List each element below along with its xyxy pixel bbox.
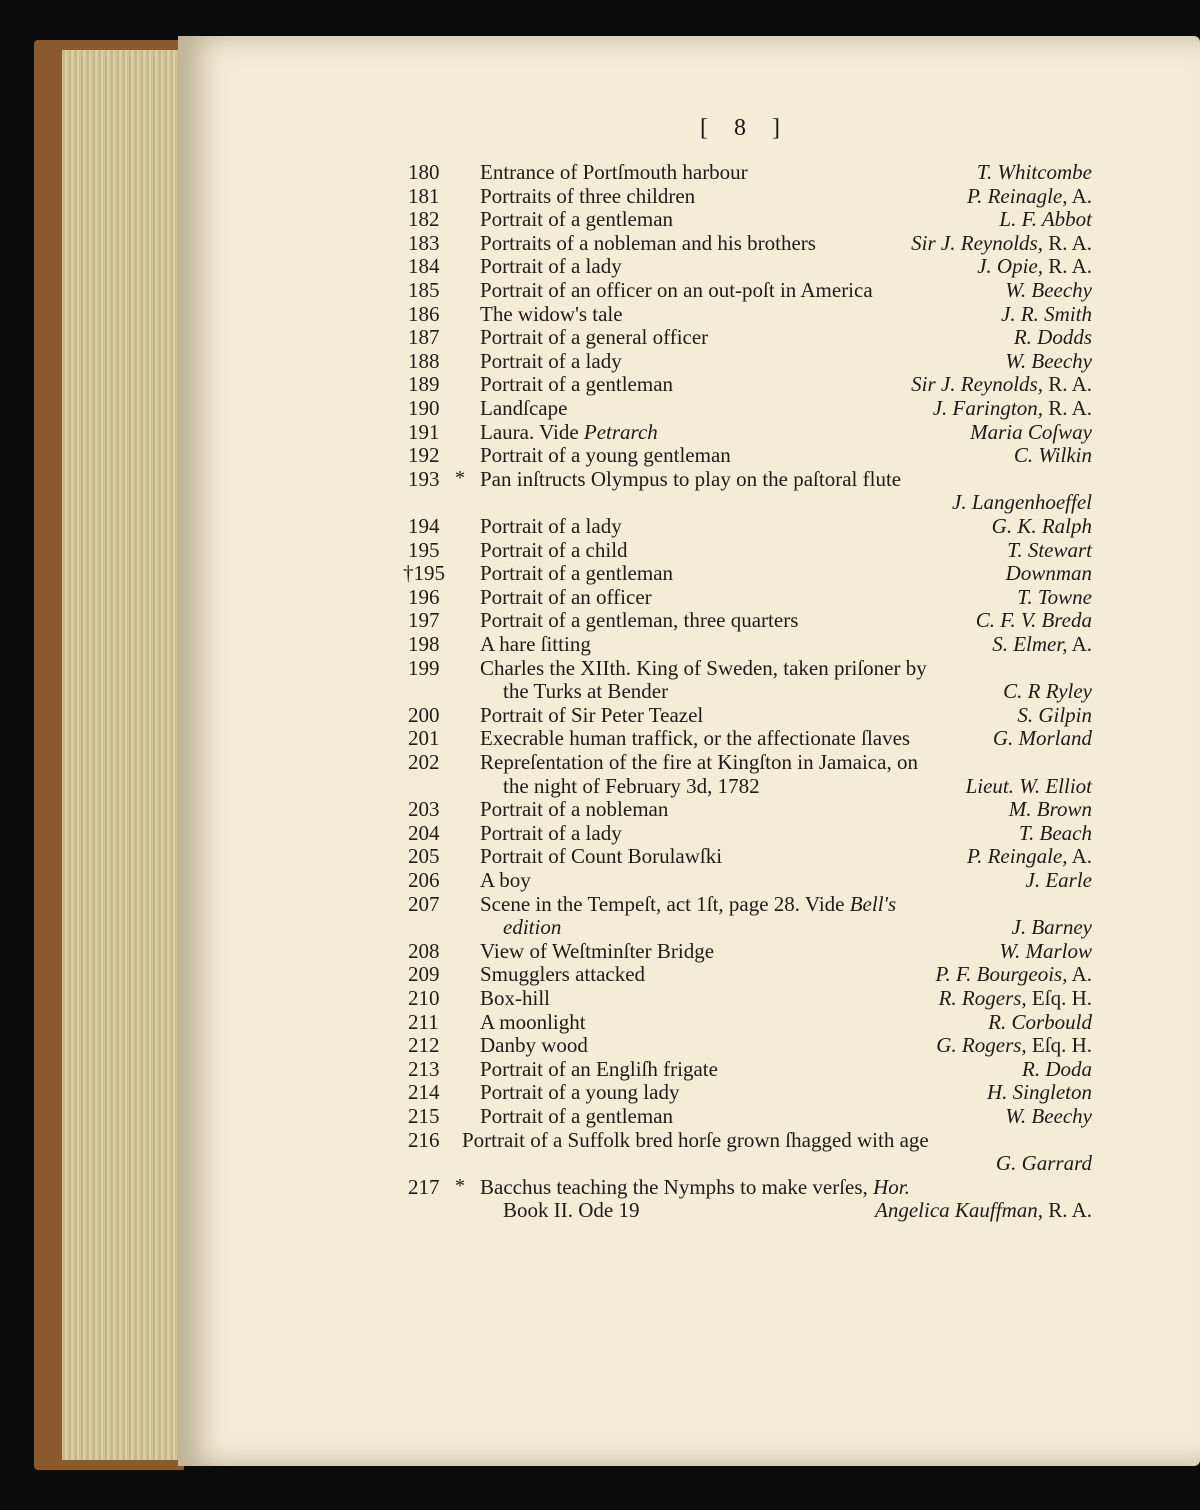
- entry-number: 204: [408, 821, 440, 845]
- entry-number: 217: [408, 1175, 440, 1199]
- artist-name: T. Whitcombe: [976, 160, 1092, 184]
- artist-name: Maria Coſway: [970, 420, 1092, 444]
- artist-name: P. Reinagle,: [966, 184, 1068, 208]
- artist-suffix: A.: [1067, 844, 1092, 868]
- asterisk-mark: *: [455, 467, 465, 489]
- entry-number: 215: [408, 1104, 440, 1128]
- artist-name: R. Corbould: [988, 1010, 1092, 1034]
- entry-artist: [1005, 278, 1092, 303]
- artist-name: H. Singleton: [987, 1080, 1092, 1104]
- artist-name: Sir J. Reynolds,: [911, 231, 1043, 255]
- entry-artist: [992, 632, 1092, 657]
- artist-name: P. Reingale,: [966, 844, 1068, 868]
- entry-artist: [1012, 915, 1092, 940]
- entry-title: Box-hill: [480, 986, 551, 1010]
- entry-title: Landſcape: [480, 396, 568, 420]
- entry-title: Portrait of a gentleman: [480, 207, 674, 231]
- artist-suffix: R. A.: [1042, 231, 1092, 255]
- entry-title: Portrait of a gentleman, three quarters: [480, 608, 799, 632]
- artist-name: L. F. Abbot: [999, 207, 1092, 231]
- entry-title: Portrait of a gentleman: [480, 561, 674, 585]
- entry-artist: [976, 608, 1092, 633]
- entry-title: the Turks at Bender: [503, 679, 669, 703]
- artist-name: T. Stewart: [1007, 538, 1092, 562]
- entry-artist: [936, 1033, 1092, 1058]
- artist-name: W. Beechy: [1005, 349, 1092, 373]
- entry-artist: [1005, 1104, 1092, 1129]
- entry-title: Portrait of a young lady: [480, 1080, 680, 1104]
- entry-artist: [970, 420, 1092, 445]
- entry-title: Portrait of a gentleman: [480, 1104, 674, 1128]
- entry-artist: [933, 396, 1092, 421]
- entry-title: Scene in the Tempeſt, act 1ſt, page 28. Vide Bell's: [480, 892, 897, 916]
- entry-artist: [1019, 821, 1092, 846]
- artist-suffix: R. A.: [1042, 254, 1092, 278]
- entry-number: 210: [408, 986, 440, 1010]
- artist-name: C. Wilkin: [1013, 443, 1092, 467]
- entry-title-italic: Hor.: [867, 1175, 910, 1199]
- artist-suffix: R. A.: [1042, 372, 1092, 396]
- entry-number: 203: [408, 797, 440, 821]
- entry-artist: [1026, 868, 1092, 893]
- entry-title: Portrait of an officer: [480, 585, 652, 609]
- entry-title: Portrait of Count Borulawſki: [480, 844, 723, 868]
- artist-name: J. Farington,: [932, 396, 1043, 420]
- entry-number: 188: [408, 349, 440, 373]
- entry-artist: [967, 184, 1092, 209]
- artist-suffix: Eſq. H.: [1026, 1033, 1092, 1057]
- entry-number: 187: [408, 325, 440, 349]
- entry-title-italic: Bell's: [844, 892, 897, 916]
- entry-artist: [911, 231, 1092, 256]
- entry-number: 181: [408, 184, 440, 208]
- entry-title: Entrance of Portſmouth harbour: [480, 160, 748, 184]
- entry-number: 189: [408, 372, 440, 396]
- entry-number: 194: [408, 514, 440, 538]
- artist-name: G. Morland: [992, 726, 1092, 750]
- entry-artist: [992, 514, 1092, 539]
- entry-number: 198: [408, 632, 440, 656]
- entry-number: 180: [408, 160, 440, 184]
- entry-number: 185: [408, 278, 440, 302]
- entry-number: 195: [408, 538, 440, 562]
- entry-number: 208: [408, 939, 440, 963]
- entry-number: 199: [408, 656, 440, 680]
- artist-name: Sir J. Reynolds,: [911, 372, 1043, 396]
- entry-title: Execrable human traffick, or the affectionate ſlaves: [480, 726, 911, 750]
- entry-title: Portrait of an Engliſh frigate: [480, 1057, 718, 1081]
- entry-artist: [1009, 797, 1092, 822]
- entry-artist: [1007, 538, 1092, 563]
- entry-number: 193: [408, 467, 440, 491]
- entry-title: edition: [503, 915, 562, 939]
- entry-artist: [1022, 1057, 1092, 1082]
- entry-number: 216: [408, 1128, 440, 1152]
- entry-artist: [988, 1010, 1092, 1035]
- entry-title: Book II. Ode 19: [503, 1198, 640, 1222]
- entry-number: 206: [408, 868, 440, 892]
- entry-number: 196: [408, 585, 440, 609]
- entry-title: Smugglers attacked: [480, 962, 646, 986]
- entry-title: Portrait of a general officer: [480, 325, 709, 349]
- entry-title: Laura. Vide Petrarch: [480, 420, 658, 444]
- artist-name: G. K. Ralph: [991, 514, 1092, 538]
- entry-number: 190: [408, 396, 440, 420]
- entry-artist: [977, 254, 1092, 279]
- entry-title: Portraits of three children: [480, 184, 696, 208]
- entry-number: 212: [408, 1033, 440, 1057]
- entry-number: 202: [408, 750, 440, 774]
- entry-artist: [952, 490, 1092, 515]
- entry-number: 213: [408, 1057, 440, 1081]
- entry-title: Portrait of a lady: [480, 514, 622, 538]
- entry-number: 183: [408, 231, 440, 255]
- entry-title: A hare ſitting: [480, 632, 591, 656]
- entry-artist: [977, 160, 1092, 185]
- entry-number: 191: [408, 420, 440, 444]
- artist-name: P. F. Bourgeois,: [935, 962, 1068, 986]
- artist-name: W. Marlow: [999, 939, 1092, 963]
- entry-number: 207: [408, 892, 440, 916]
- entry-number: 197: [408, 608, 440, 632]
- entry-number: †195: [403, 561, 445, 585]
- entry-title: the night of February 3d, 1782: [503, 774, 760, 798]
- entry-title: Repreſentation of the fire at Kingſton in Jamaica, on: [480, 750, 918, 774]
- artist-suffix: A.: [1067, 184, 1092, 208]
- entry-title: Danby wood: [480, 1033, 588, 1057]
- entry-title: Charles the XIIth. King of Sweden, taken priſoner by: [480, 656, 927, 680]
- entry-number: 184: [408, 254, 440, 278]
- entry-number: 200: [408, 703, 440, 727]
- artist-name: G. Rogers,: [936, 1033, 1027, 1057]
- entry-title: Bacchus teaching the Nymphs to make verſes, Hor.: [480, 1175, 910, 1199]
- entry-title: Portrait of a lady: [480, 254, 622, 278]
- entry-title: Portrait of Sir Peter Teazel: [480, 703, 704, 727]
- artist-name: C. F. V. Breda: [975, 608, 1092, 632]
- artist-name: Lieut. W. Elliot: [965, 774, 1092, 798]
- artist-name: S. Elmer,: [992, 632, 1068, 656]
- entry-artist: [999, 207, 1092, 232]
- entry-artist: [1014, 443, 1092, 468]
- entry-artist: [1006, 561, 1092, 586]
- entry-number: 182: [408, 207, 440, 231]
- artist-name: W. Beechy: [1005, 278, 1092, 302]
- entry-title: Pan inſtructs Olympus to play on the paſtoral flute: [480, 467, 902, 491]
- entry-number: 211: [408, 1010, 439, 1034]
- entry-artist: [911, 372, 1092, 397]
- artist-suffix: R. A.: [1042, 1198, 1092, 1222]
- entry-artist: [967, 844, 1092, 869]
- artist-name: J. Langenhoeffel: [952, 490, 1092, 514]
- artist-name: T. Beach: [1018, 821, 1092, 845]
- entry-title: Portrait of a child: [480, 538, 628, 562]
- entry-title: Portrait of a Suffolk bred horſe grown ſhagged with age: [462, 1128, 929, 1152]
- entry-artist: [966, 774, 1092, 799]
- entry-number: 192: [408, 443, 440, 467]
- entry-title: The widow's tale: [480, 302, 623, 326]
- entry-number: 201: [408, 726, 440, 750]
- catalogue-entry: [0, 1198, 1200, 1226]
- entry-number: 186: [408, 302, 440, 326]
- entry-artist: [1017, 703, 1092, 728]
- artist-name: J. Barney: [1011, 915, 1092, 939]
- entry-artist: [1017, 585, 1092, 610]
- entry-title: Portrait of a lady: [480, 821, 622, 845]
- artist-name: J. R. Smith: [1001, 302, 1092, 326]
- entry-artist: [987, 1080, 1092, 1105]
- artist-name: R. Rogers,: [938, 986, 1027, 1010]
- entry-title-italic: Petrarch: [578, 420, 658, 444]
- artist-suffix: R. A.: [1042, 396, 1092, 420]
- artist-name: M. Brown: [1008, 797, 1092, 821]
- entry-title: Portraits of a nobleman and his brothers: [480, 231, 816, 255]
- entry-number: 214: [408, 1080, 440, 1104]
- page-number: [ 8 ]: [700, 115, 790, 141]
- artist-name: G. Garrard: [995, 1151, 1092, 1175]
- entry-artist: [999, 939, 1092, 964]
- artist-suffix: A.: [1067, 632, 1092, 656]
- artist-name: R. Dodds: [1013, 325, 1092, 349]
- entry-title: A boy: [480, 868, 531, 892]
- entry-number: 209: [408, 962, 440, 986]
- entry-artist: [935, 962, 1092, 987]
- entry-title: Portrait of a young gentleman: [480, 443, 731, 467]
- entry-artist: [939, 986, 1092, 1011]
- artist-name: W. Beechy: [1005, 1104, 1092, 1128]
- entry-title: Portrait of a gentleman: [480, 372, 674, 396]
- entry-artist: [1005, 349, 1092, 374]
- artist-name: R. Doda: [1022, 1057, 1092, 1081]
- entry-title: View of Weſtminſter Bridge: [480, 939, 715, 963]
- entry-artist: [875, 1198, 1092, 1223]
- entry-number: 205: [408, 844, 440, 868]
- entry-artist: [1014, 325, 1092, 350]
- entry-artist: [1003, 679, 1092, 704]
- artist-name: S. Gilpin: [1017, 703, 1092, 727]
- artist-name: Angelica Kauffman,: [875, 1198, 1043, 1222]
- entry-title: Portrait of an officer on an out-poſt in America: [480, 278, 873, 302]
- artist-name: Downman: [1005, 561, 1092, 585]
- entry-title: Portrait of a lady: [480, 349, 622, 373]
- artist-name: J. Earle: [1025, 868, 1092, 892]
- artist-name: C. R Ryley: [1003, 679, 1092, 703]
- entry-artist: [1001, 302, 1092, 327]
- entry-title: A moonlight: [480, 1010, 586, 1034]
- artist-name: J. Opie,: [977, 254, 1043, 278]
- asterisk-mark: *: [455, 1175, 465, 1197]
- entry-artist: [996, 1151, 1092, 1176]
- artist-suffix: A.: [1067, 962, 1092, 986]
- artist-name: T. Towne: [1017, 585, 1092, 609]
- entry-title: Portrait of a nobleman: [480, 797, 669, 821]
- artist-suffix: Eſq. H.: [1026, 986, 1092, 1010]
- entry-artist: [993, 726, 1092, 751]
